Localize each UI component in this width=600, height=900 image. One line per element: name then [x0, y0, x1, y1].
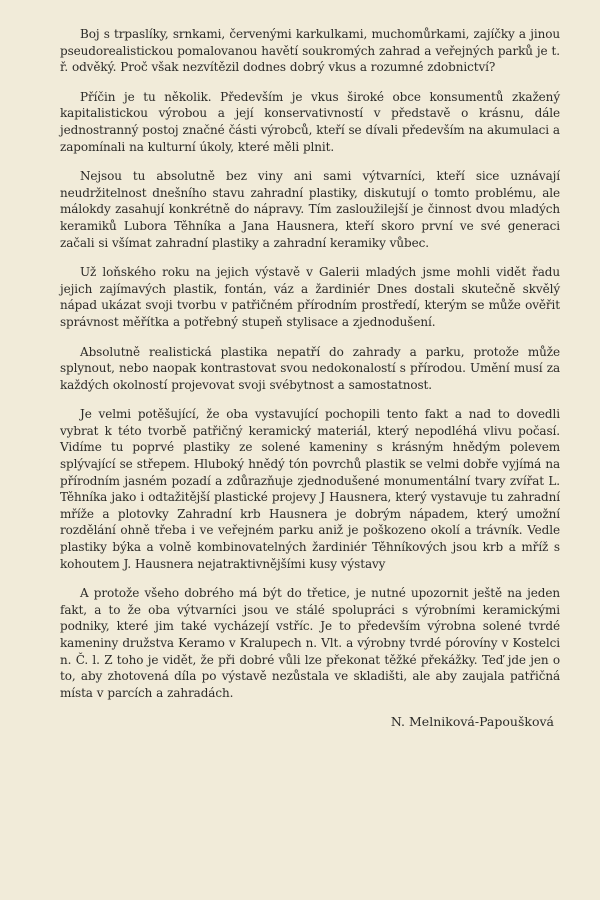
paragraph-7: A protože všeho dobrého má být do třetice, je nutné upozornit ještě na jeden fakt, a to že oba výtvarníci jsou ve stálé spolupráci s výrobními keramickými podniky, které jim také vycházejí vstříc. Je to především výrobna solené tvrdé kameniny družstva Keramo v Kralupech n. Vlt. a výrobny tvrdé pórovíny v Kostelci n. Č. l. Z toho je vidět, že při dobré vůli lze překonat těžké překážky. Teď jde jen o to, aby zhotovená díla po výstavě nezůstala ve skladišti, ale aby zaujala patřičná místa v parcích a zahradách.	[60, 586, 560, 700]
paragraph-1: Boj s trpaslíky, srnkami, červenými karkulkami, muchomůrkami, zajíčky a jinou pseudorealistickou pomalovanou havětí soukromých zahrad a veřejných parků je t. ř. odvěký. Proč však nezvítězil dodnes dobrý vkus a rozumné zdobnictví?	[60, 27, 560, 75]
author-signature: N. Melniková-Papoušková	[390, 714, 554, 730]
paragraph-2: Příčin je tu několik. Především je vkus široké obce konsumentů zkažený kapitalistickou výrobou a její konservativností v představě o krásnu, dále jednostranný postoj značné části výrobců, kteří se dívali především na akumulaci a zapomínali na kulturní úkoly, které měli plnit.	[60, 89, 560, 154]
paragraph-3: Nejsou tu absolutně bez viny ani sami výtvarníci, kteří sice uznávají neudržitelnost dnešního stavu zahradní plastiky, diskutují o tomto problému, ale málokdy zasahují konkrétně do nápravy. Tím zasloužilejší je činnost dvou mladých keramiků Lubora Těhníka a Jana Hausnera, kteří skoro první ve své generaci začali si všímat zahradní plastiky a zahradní keramiky vůbec.	[60, 169, 560, 250]
paragraph-4: Už loňského roku na jejich výstavě v Galerii mladých jsme mohli vidět řadu jejich zajímavých plastik, fontán, váz a žardiniér Dnes dostali skutečně skvělý nápad ukázat svoji tvorbu v patřičném přírodním prostředí, kterým se může ověřit správnost měřítka a potřebný stupeň stylisace a zjednodušení.	[60, 265, 560, 329]
paragraph-6: Je velmi potěšující, že oba vystavující pochopili tento fakt a nad to dovedli vybrat k této tvorbě patřičný keramický materiál, který nepodléhá vlivu počasí. Vidíme tu poprvé plastiky ze solené kameniny s krásným hnědým polevem splývající se střepem. Hluboký hnědý tón povrchů plastik se velmi dobře vyjímá na přírodním jasném pozadí a zdůrazňuje zjednodušené monumentální tvary zvířat L. Těhníka jako i odtažitější plastické projevy J Hausnera, který vystavuje tu zahradní mříže a plotovky Zahradní krb Hausnera je dobrým nápadem, který umožní rozdělání ohně třeba i ve veřejném parku aniž je poškozeno okolí a trávník. Vedle plastiky býka a volně kombinovatelných žardiniér Těhníkových jsou krb a mříž s kohoutem J. Hausnera nejatraktivnějšími kusy výstavy	[60, 407, 560, 571]
paragraph-5: Absolutně realistická plastika nepatří do zahrady a parku, protože může splynout, nebo naopak kontrastovat svou nedokonalostí s přírodou. Umění musí za každých okolností projevovat svoji svébytnost a samostatnost.	[60, 344, 560, 392]
